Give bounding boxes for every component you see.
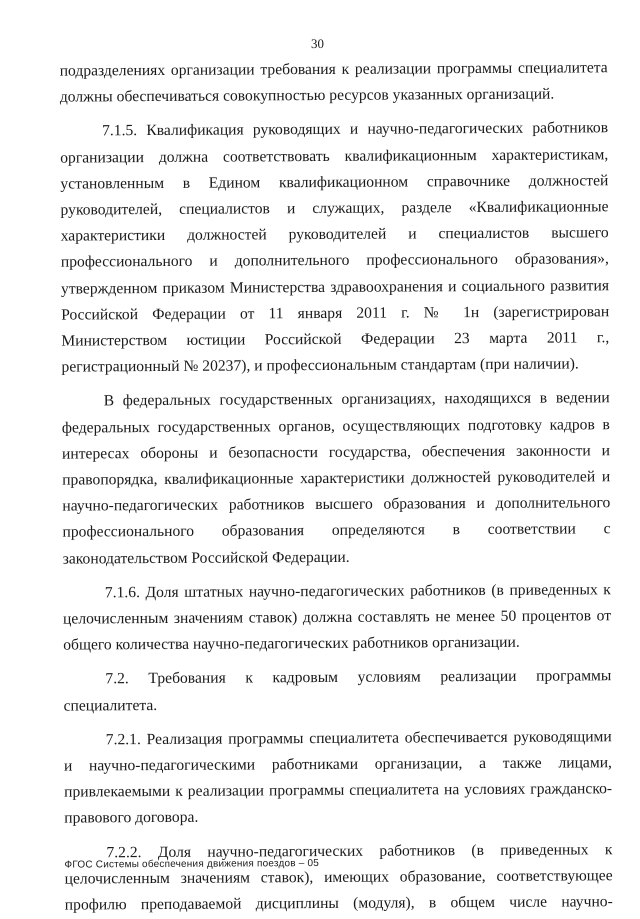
paragraph-7-2: 7.2. Требования к кадровым условиям реализации программы специалитета.	[63, 667, 612, 715]
paragraph-federal-organizations: В федеральных государственных организациях, находящихся в ведении федеральных государственных органов, осуществляющих подготовку кадров в интересах обороны и безопасности государства, обеспечения законности и правопорядка, квалификационные характеристики должностей руководителей и научно-педагогических работников высшего образования и дополнительного профессионального образования определяются в соответствии с законодательством Российской Федерации.	[61, 389, 611, 568]
paragraph-continuation: подразделениях организации требования к реализации программы специалитета должны обеспечиваться совокупностью ресурсов указанных организаций.	[59, 59, 608, 106]
paragraph-7-1-5: 7.1.5. Квалификация руководящих и научно-педагогических работников организации должна соответствовать квалификационным характеристикам, установленным в Едином квалификационном справочнике должностей руководителей, специалистов и служащих, разделе «Квалификационные характеристики должностей руководителей и специалистов высшего профессионального и дополнительного профессионального образования», утвержденном приказом Министерства здравоохранения и социального развития Российской Федерации от 11 января 2011 г. № 1н (зарегистрирован Министерством юстиции Российской Федерации 23 марта 2011 г., регистрационный № 20237), и профессиональным стандартам (при наличии).	[60, 119, 610, 376]
paragraph-7-2-2: 7.2.2. Доля научно-педагогических работников (в приведенных к целочисленным значениям ставок), имеющих образование, соответствующее профилю преподаваемой дисциплины (модуля), в общем числе научно-	[64, 840, 613, 914]
paragraph-7-1-6: 7.1.6. Доля штатных научно-педагогических работников (в приведенных к целочисленным значениям ставок) должна составлять не менее 50 процентов от общего количества научно-педагогических работников организации.	[62, 581, 612, 654]
page-number: 30	[310, 35, 325, 52]
page-footer: ФГОС Системы обеспечения движения поездов – 05	[64, 858, 320, 871]
paragraph-7-2-1: 7.2.1. Реализация программы специалитета обеспечивается руководящими и научно-педагогическими работниками организации, а также лицами, привлекаемыми к реализации программы специалитета на условиях гражданско-правового договора.	[63, 728, 613, 828]
document-body	[60, 55, 613, 919]
